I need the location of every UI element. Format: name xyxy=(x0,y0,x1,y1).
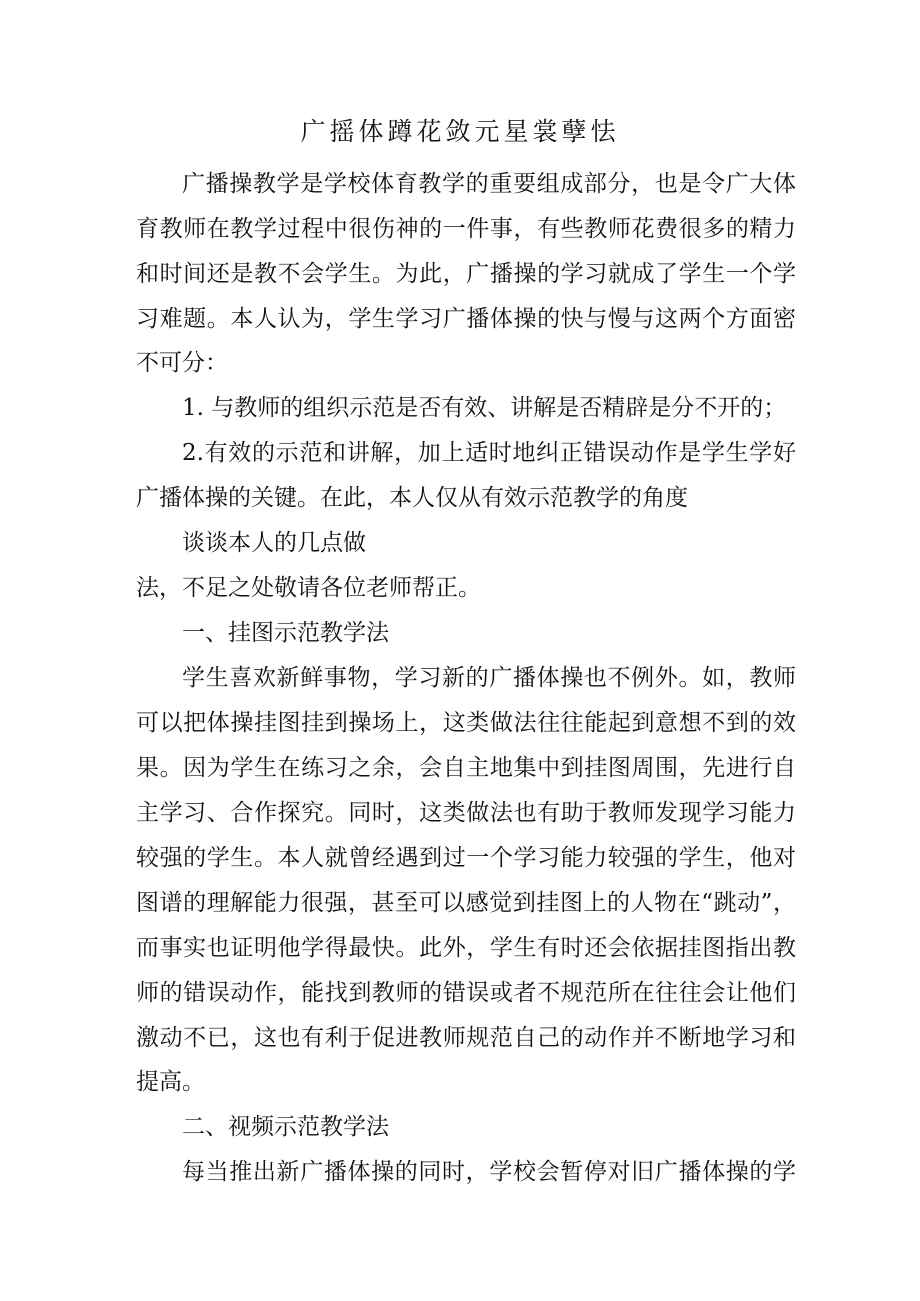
paragraph-line: 每当推出新广播体操的同时，学校会暂停对旧广播体操的学 xyxy=(182,1159,796,1185)
paragraph-line: 谈谈本人的几点做 xyxy=(182,530,366,556)
paragraph-line: 习难题。本人认为，学生学习广播体操的快与慢与这两个方面密 xyxy=(136,306,796,332)
paragraph-line: 育教师在教学过程中很伤神的一件事，有些教师花费很多的精力 xyxy=(136,216,796,242)
paragraph-line: 可以把体操挂图挂到操场上，这类做法往往能起到意想不到的效 xyxy=(136,710,796,736)
paragraph-line: 和时间还是教不会学生。为此，广播操的学习就成了学生一个学 xyxy=(136,261,796,287)
paragraph-line: 提高。 xyxy=(136,1069,205,1095)
paragraph-line: 而事实也证明他学得最快。此外，学生有时还会依据挂图指出教 xyxy=(136,935,796,961)
list-item-2: 2.有效的示范和讲解，加上适时地纠正错误动作是学生学好 xyxy=(182,440,796,466)
section-heading-2: 二、视频示范教学法 xyxy=(182,1114,389,1140)
paragraph-line: 广播操教学是学校体育教学的重要组成部分，也是令广大体 xyxy=(182,171,796,197)
paragraph-line: 激动不已，这也有利于促进教师规范自己的动作并不断地学习和 xyxy=(136,1025,796,1051)
paragraph-line: 主学习、合作探究。同时，这类做法也有助于教师发现学习能力 xyxy=(136,800,796,826)
paragraph-line: 图谱的理解能力很强，甚至可以感觉到挂图上的人物在“跳动”， xyxy=(136,890,796,916)
list-item-1: 1. 与教师的组织示范是否有效、讲解是否精辟是分不开的； xyxy=(182,395,787,421)
document-title: 广摇体蹲花敛元星裳孽怯 xyxy=(300,117,620,146)
paragraph-line: 学生喜欢新鲜事物，学习新的广播体操也不例外。如，教师 xyxy=(182,665,796,691)
paragraph-line: 果。因为学生在练习之余，会自主地集中到挂图周围，先进行自 xyxy=(136,755,796,781)
paragraph-line: 法，不足之处敬请各位老师帮正。 xyxy=(136,575,481,601)
paragraph-line: 不可分： xyxy=(136,350,228,376)
paragraph-line: 较强的学生。本人就曾经遇到过一个学习能力较强的学生，他对 xyxy=(136,845,796,871)
paragraph-line: 广播体操的关键。在此，本人仅从有效示范教学的角度 xyxy=(136,485,688,511)
section-heading-1: 一、挂图示范教学法 xyxy=(182,620,389,646)
paragraph-line: 师的错误动作，能找到教师的错误或者不规范所在往往会让他们 xyxy=(136,980,796,1006)
